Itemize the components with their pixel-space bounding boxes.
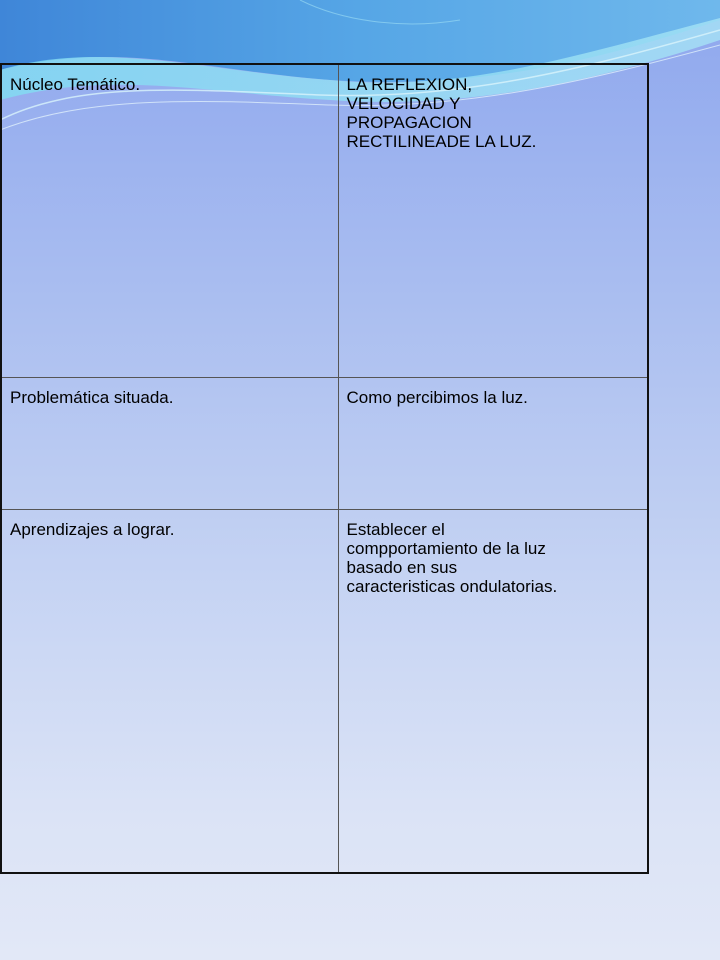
row-label-text: Aprendizajes a lograr. <box>10 520 175 539</box>
row-value <box>338 510 648 874</box>
row-label <box>1 64 338 378</box>
table-row <box>1 510 648 874</box>
row-value-text: Establecer el compportamiento de la luz basado en sus caracteristicas ondulatorias. <box>346 520 558 596</box>
row-label-text: Núcleo Temático. <box>10 75 141 94</box>
row-value <box>338 64 648 378</box>
row-label <box>1 510 338 874</box>
row-label-text: Problemática situada. <box>10 388 174 407</box>
table-row <box>1 378 648 510</box>
table-row <box>1 64 648 378</box>
row-value <box>338 378 648 510</box>
content-table <box>0 63 649 874</box>
row-label <box>1 378 338 510</box>
row-value-text: LA REFLEXION, VELOCIDAD Y PROPAGACION RECTILINEADE LA LUZ. <box>346 75 537 151</box>
row-value-text: Como percibimos la luz. <box>346 388 528 407</box>
